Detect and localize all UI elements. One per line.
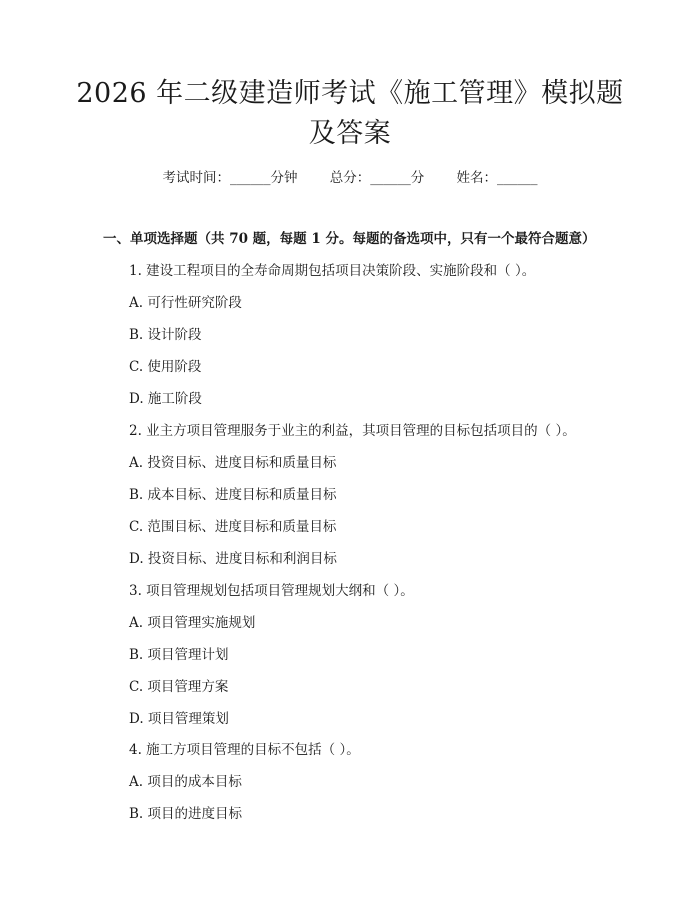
question-option: A. 项目管理实施规划	[129, 615, 256, 631]
question-stem: 1. 建设工程项目的全寿命周期包括项目决策阶段、实施阶段和（ ）。	[129, 263, 536, 279]
question-option: C. 范围目标、进度目标和质量目标	[129, 519, 337, 535]
title-line-2: 及答案	[308, 118, 392, 149]
exam-info	[0, 168, 700, 188]
total-score-field: 总分：______分	[329, 170, 425, 186]
question-stem: 4. 施工方项目管理的目标不包括（ ）。	[129, 742, 360, 758]
question-stem: 3. 项目管理规划包括项目管理规划大纲和（ ）。	[129, 583, 414, 599]
question-option: C. 使用阶段	[129, 359, 202, 375]
question-option: A. 可行性研究阶段	[129, 295, 242, 311]
name-field: 姓名：______	[456, 170, 538, 186]
question-option: D. 施工阶段	[129, 391, 202, 407]
question-option: A. 投资目标、进度目标和质量目标	[129, 455, 337, 471]
question-option: B. 项目的进度目标	[129, 806, 243, 822]
question-option: A. 项目的成本目标	[129, 774, 242, 790]
question-option: C. 项目管理方案	[129, 679, 229, 695]
question-option: D. 项目管理策划	[129, 711, 229, 727]
question-option: D. 投资目标、进度目标和利润目标	[129, 551, 337, 567]
question-option: B. 成本目标、进度目标和质量目标	[129, 487, 337, 503]
document-title	[60, 74, 640, 154]
title-line-1: 2026 年二级建造师考试《施工管理》模拟题	[76, 78, 624, 109]
question-option: B. 设计阶段	[129, 327, 202, 343]
section-heading: 一、单项选择题（共 70 题，每题 1 分。每题的备选项中，只有一个最符合题意）	[103, 231, 596, 247]
question-stem: 2. 业主方项目管理服务于业主的利益，其项目管理的目标包括项目的（ ）。	[129, 423, 576, 439]
exam-time-field: 考试时间：______分钟	[162, 170, 298, 186]
question-option: B. 项目管理计划	[129, 647, 229, 663]
